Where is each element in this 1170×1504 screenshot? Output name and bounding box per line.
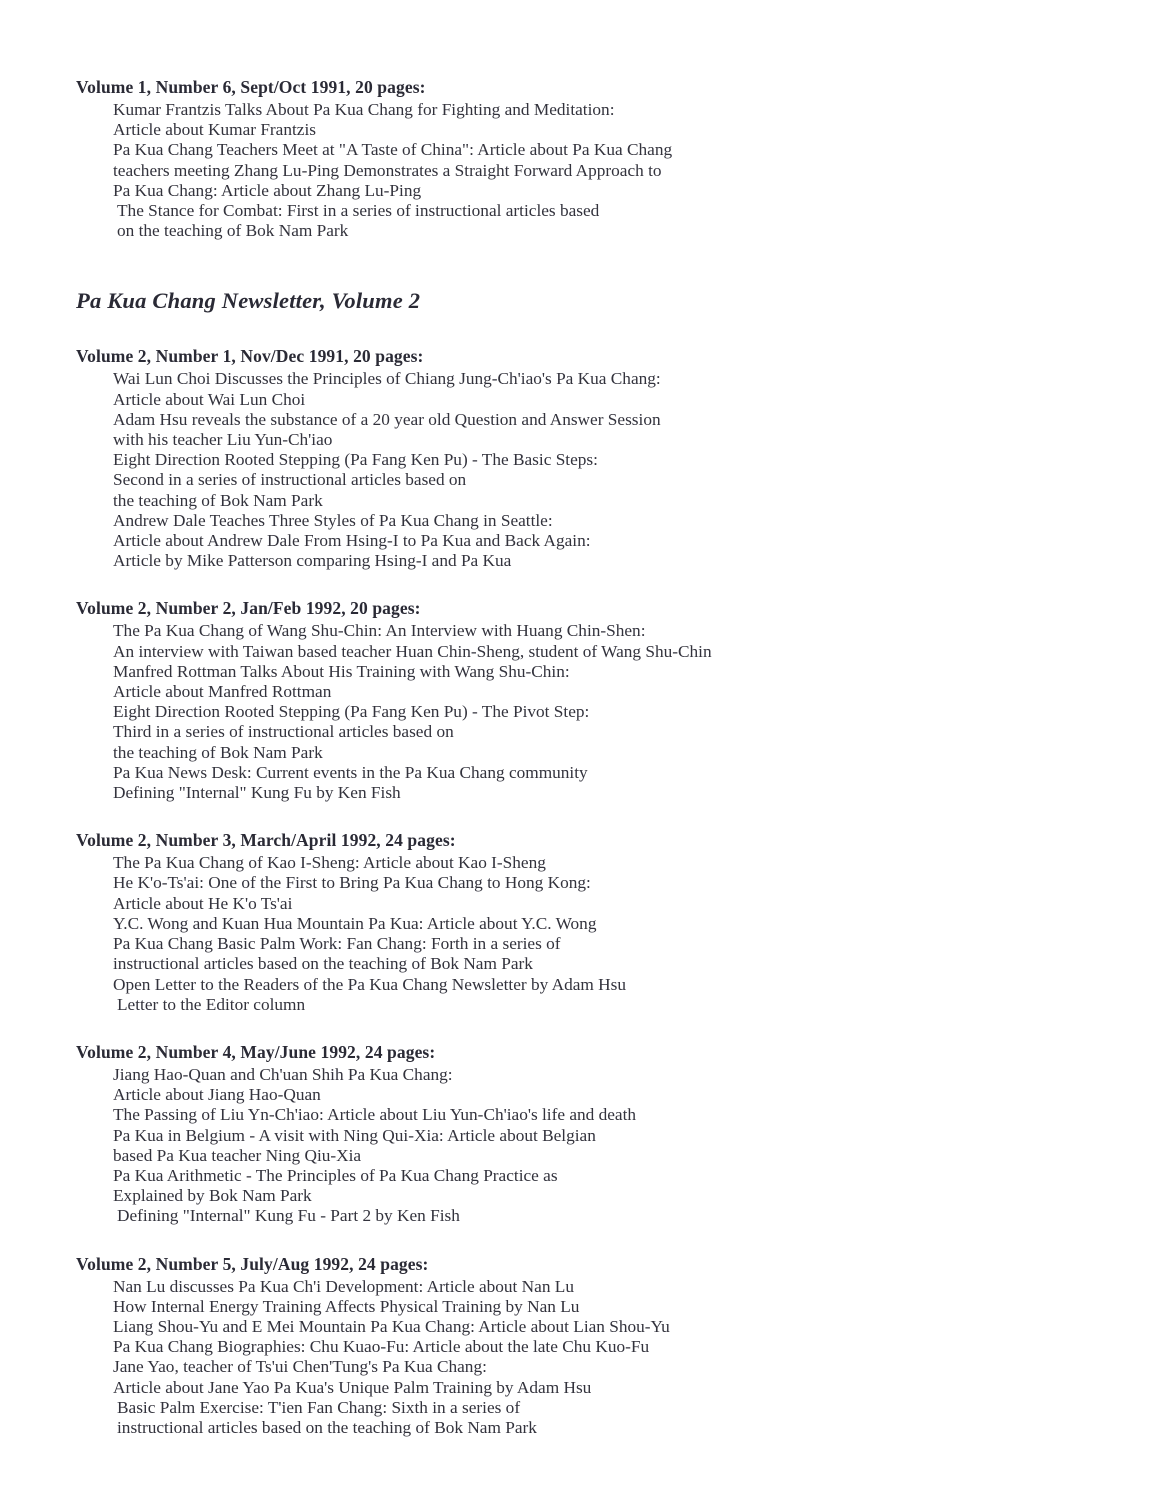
issue-content-line: Article about Andrew Dale From Hsing-I to Pa Kua and Back Again: (113, 531, 591, 551)
issue-content-line: The Pa Kua Chang of Wang Shu-Chin: An Interview with Huang Chin-Shen: (113, 621, 646, 641)
issue-content-line: Open Letter to the Readers of the Pa Kua Chang Newsletter by Adam Hsu (113, 974, 627, 994)
issue-content-line: Eight Direction Rooted Stepping (Pa Fang Ken Pu) - The Pivot Step: (113, 702, 590, 722)
issue-content-line: instructional articles based on the teaching of Bok Nam Park (113, 954, 533, 974)
issue-content-line: Third in a series of instructional articles based on (113, 722, 454, 742)
issue-content-line: with his teacher Liu Yun-Ch'iao (113, 430, 333, 450)
issue-content-line: on the teaching of Bok Nam Park (117, 221, 349, 241)
issue-content-line: Pa Kua Chang: Article about Zhang Lu-Ping (113, 180, 422, 200)
issue-content-line: Article about Jiang Hao-Quan (113, 1085, 321, 1105)
issue-content-line: Nan Lu discusses Pa Kua Ch'i Development: Article about Nan Lu (113, 1276, 574, 1296)
issue-heading: Volume 2, Number 1, Nov/Dec 1991, 20 pages: (76, 346, 424, 367)
issue-content-line: the teaching of Bok Nam Park (113, 742, 323, 762)
issue-contents-list (76, 621, 1090, 803)
issue-content-line: Manfred Rottman Talks About His Training with Wang Shu-Chin: (113, 661, 570, 681)
issue-content-line: Pa Kua Chang Teachers Meet at "A Taste of China": Article about Pa Kua Chang (113, 140, 673, 160)
issue-content-line: instructional articles based on the teaching of Bok Nam Park (117, 1417, 537, 1437)
issue-content-line: Pa Kua in Belgium - A visit with Ning Qui-Xia: Article about Belgian (113, 1125, 596, 1145)
issue-content-line: Pa Kua Arithmetic - The Principles of Pa Kua Chang Practice as (113, 1165, 558, 1185)
issue-content-line: Defining "Internal" Kung Fu by Ken Fish (113, 783, 401, 803)
issue-content-line: Kumar Frantzis Talks About Pa Kua Chang for Fighting and Meditation: (113, 100, 615, 119)
issue-content-line: teachers meeting Zhang Lu-Ping Demonstrates a Straight Forward Approach to (113, 160, 662, 180)
issue-content-line: based Pa Kua teacher Ning Qiu-Xia (113, 1145, 362, 1165)
issue-contents-list (76, 853, 1090, 1015)
issue-content-line: Andrew Dale Teaches Three Styles of Pa Kua Chang in Seattle: (113, 510, 553, 530)
issue-content-line: Pa Kua News Desk: Current events in the Pa Kua Chang community (113, 762, 588, 782)
issue-content-line: Pa Kua Chang Biographies: Chu Kuao-Fu: Article about the late Chu Kuo-Fu (113, 1337, 650, 1357)
issue-section (76, 345, 1090, 571)
issue-heading: Volume 2, Number 5, July/Aug 1992, 24 pages: (76, 1253, 429, 1274)
issue-section (76, 829, 1090, 1015)
issue-section (76, 1253, 1090, 1439)
issue-content-line: Article by Mike Patterson comparing Hsing-I and Pa Kua (113, 551, 512, 571)
issue-content-line: Article about Wai Lun Choi (113, 389, 306, 409)
issue-content-line: Basic Palm Exercise: T'ien Fan Chang: Sixth in a series of (117, 1397, 521, 1417)
issue-heading: Volume 2, Number 4, May/June 1992, 24 pages: (76, 1041, 436, 1062)
issue-content-line: How Internal Energy Training Affects Physical Training by Nan Lu (113, 1296, 580, 1316)
newsletter-index-content (76, 76, 1090, 1438)
issue-section (76, 1041, 1090, 1227)
issue-content-line: Article about Jane Yao Pa Kua's Unique Palm Training by Adam Hsu (113, 1377, 592, 1397)
issue-content-line: Pa Kua Chang Basic Palm Work: Fan Chang: Forth in a series of (113, 934, 561, 954)
issue-content-line: Adam Hsu reveals the substance of a 20 year old Question and Answer Session (113, 409, 661, 429)
issue-section (76, 76, 1090, 241)
issue-content-line: Liang Shou-Yu and E Mei Mountain Pa Kua Chang: Article about Lian Shou-Yu (113, 1316, 670, 1336)
issue-content-line: Article about He K'o Ts'ai (113, 893, 293, 913)
issue-content-line: Article about Manfred Rottman (113, 682, 332, 702)
issue-contents-list (76, 100, 1090, 241)
issue-contents-list (76, 1277, 1090, 1439)
issue-contents-list (76, 1065, 1090, 1227)
issue-heading: Volume 2, Number 2, Jan/Feb 1992, 20 pages: (76, 598, 421, 619)
issue-content-line: Y.C. Wong and Kuan Hua Mountain Pa Kua: Article about Y.C. Wong (113, 913, 597, 933)
issue-content-line: An interview with Taiwan based teacher Huan Chin-Sheng, student of Wang Shu-Chin (113, 641, 712, 661)
issue-content-line: The Passing of Liu Yn-Ch'iao: Article about Liu Yun-Ch'iao's life and death (113, 1105, 637, 1125)
volume-title: Pa Kua Chang Newsletter, Volume 2 (76, 288, 421, 314)
issue-section (76, 597, 1090, 803)
issue-content-line: Wai Lun Choi Discusses the Principles of Chiang Jung-Ch'iao's Pa Kua Chang: (113, 369, 661, 389)
issue-content-line: The Stance for Combat: First in a series of instructional articles based (117, 201, 600, 221)
issue-content-line: Jiang Hao-Quan and Ch'uan Shih Pa Kua Chang: (113, 1064, 453, 1084)
issue-content-line: Jane Yao, teacher of Ts'ui Chen'Tung's Pa Kua Chang: (113, 1357, 487, 1377)
issue-content-line: the teaching of Bok Nam Park (113, 490, 323, 510)
issue-heading: Volume 2, Number 3, March/April 1992, 24 pages: (76, 830, 456, 851)
issue-content-line: Eight Direction Rooted Stepping (Pa Fang Ken Pu) - The Basic Steps: (113, 450, 598, 470)
issue-content-line: Defining "Internal" Kung Fu - Part 2 by Ken Fish (117, 1206, 460, 1226)
issue-content-line: The Pa Kua Chang of Kao I-Sheng: Article about Kao I-Sheng (113, 853, 546, 873)
issue-content-line: Explained by Bok Nam Park (113, 1186, 312, 1206)
issue-heading: Volume 1, Number 6, Sept/Oct 1991, 20 pages: (76, 77, 426, 97)
issue-contents-list (76, 369, 1090, 571)
issue-content-line: Letter to the Editor column (117, 994, 306, 1014)
issue-content-line: Second in a series of instructional articles based on (113, 470, 467, 490)
issue-content-line: Article about Kumar Frantzis (113, 120, 316, 140)
issue-content-line: He K'o-Ts'ai: One of the First to Bring Pa Kua Chang to Hong Kong: (113, 873, 591, 893)
